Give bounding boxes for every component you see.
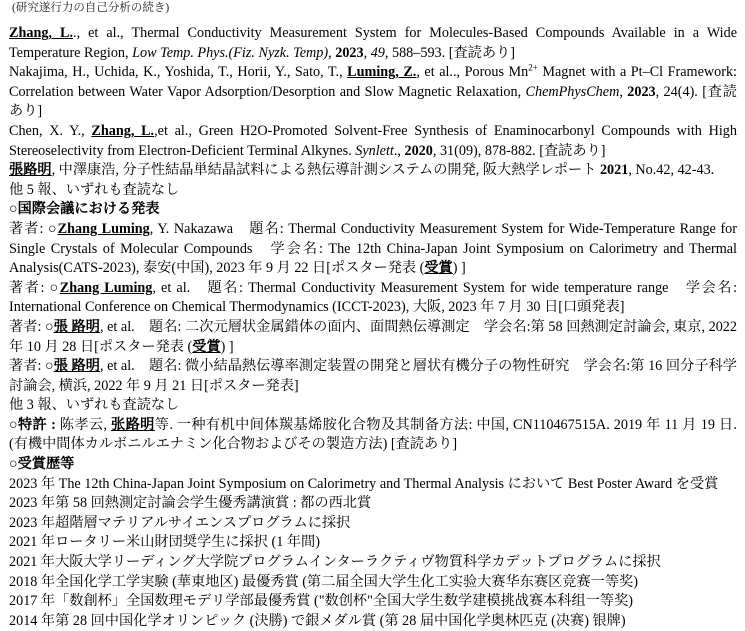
paper-year: 2023 [627, 83, 656, 100]
section-heading-conferences: ○国際会議における発表 [9, 201, 160, 218]
conf-author: Zhang Luming [57, 220, 150, 237]
papers-other-note: 他 5 報、いずれも査読なし [9, 181, 180, 198]
award-item: 2023 年超階層マテリアルサイエンスプログラムに採択 [9, 514, 351, 531]
patent-entry: ○特許 : 陈孝云, 张路明等. 一种有机中间体羰基烯胺化合物及其制备方法: 中国, CN110467515A. 2019 年 11 月 19 日. (有機中間体カルボニルエナミン化合物およびその製造方法) [査読あり] [9, 416, 737, 453]
award-mark: 受賞 [424, 260, 453, 277]
section-heading-patent: ○特許 : [9, 416, 60, 433]
award-item: 2023 年第 58 回熱測定討論会学生優秀講演賞 : 都の西北賞 [9, 495, 372, 512]
conf-author: Zhang Luming [59, 279, 153, 296]
content [9, 24, 737, 631]
award-item: 2021 年大阪大学リーディング大学院プログラムインターラクティヴ物質科学カデットプログラムに採択 [9, 554, 661, 571]
paper-entry-1: Zhang, L.., et al., Thermal Conductivity Measurement System for Molecules-Based Compounds Available in a Wide Temperature Region, Low Temp. Phys.(Fiz. Nyzk. Temp), 2023, 49, 588–593. [査読あり] [9, 25, 737, 61]
award-item: 2014 年第 28 回中国化学オリンピック (決勝) で銀メダル賞 (第 28 届中国化学奥林匹克 (决赛) 银牌) [9, 612, 626, 629]
journal-name: Synlett [355, 142, 394, 159]
paper-author: Zhang, L. [91, 122, 155, 139]
header-note: (研究遂行力の自己分析の続き) [12, 2, 170, 14]
paper-volume: 49 [370, 44, 385, 61]
journal-name: ChemPhysChem [525, 83, 620, 100]
paper-entry-3: Chen, X. Y., Zhang, L.,et al., Green H2O-Promoted Solvent-Free Synthesis of Enaminocarbonyl Compounds with High Stereoselectivity from Electron-Deficient Terminal Alkynes. Synlett., 2020, 31(09), 878-882. [査読あり] [9, 122, 737, 159]
conf-entry-3: 著者: ○張 路明, et al. 題名: 二次元層状金属錯体の面内、面間熱伝導測定 学会名:第 58 回熱測定討論会, 東京, 2022 年 10 月 28 日[ポスター発表 (受賞) ] [9, 318, 737, 355]
award-item: 2021 年ロータリー米山財団奨学生に採択 (1 年間) [9, 534, 320, 551]
paper-author: Zhang, L. [9, 25, 74, 41]
paper-entry-4: 張路明, 中澤康浩, 分子性結晶単結晶試料による熱伝導計測システムの開発, 阪大熱学レポート 2021, No.42, 42-43. [9, 162, 715, 179]
paper-year: 2020 [404, 142, 433, 159]
award-item: 2017 年「数創杯」全国数理モデリ学部最優秀賞 ("数创杯"全国大学生数学建模挑战赛本科组一等奖) [9, 593, 634, 610]
patent-author: 张路明 [111, 416, 155, 433]
conf-entry-1: 著者: ○Zhang Luming, Y. Nakazawa 題名: Thermal Conductivity Measurement System for Wide-Temperature Range for Single Crystals of Molecular Compounds 学会名: The 12th China-Japan Joint Symposium on Calorimetry and Thermal Analysis(CATS-2023), 泰安(中国), 2023 年 9 月 22 日[ポスター発表 (受賞) ] [9, 220, 737, 277]
award-item: 2018 年全国化学工学実験 (華東地区) 最優秀賞 (第二届全国大学生化工实验大赛华东赛区竞赛一等奖) [9, 573, 638, 590]
journal-name: Low Temp. Phys.(Fiz. Nyzk. Temp) [132, 44, 329, 61]
section-heading-awards: ○受賞歴等 [9, 456, 75, 473]
paper-entry-2: Nakajima, H., Uchida, K., Yoshida, T., Horii, Y., Sato, T., Luming, Z., et al.., Porous $Mn^{2+}$ Magnet with a Pt–Cl Framework: Correlation between Water Vapor Adsorption/Desorption and Slow Magnetic Relaxation, ChemPhysChem, 2023, 24(4). [査読あり] [9, 62, 737, 120]
paper-year: 2023 [335, 44, 364, 61]
paper-year: 2021 [599, 162, 629, 179]
award-item: 2023 年 The 12th China-Japan Joint Symposium on Calorimetry and Thermal Analysis において Best Poster Award を受賞 [9, 475, 719, 492]
paper-author: Luming, Z. [347, 64, 417, 81]
conf-other-note: 他 3 報、いずれも査読なし [9, 397, 180, 414]
award-mark: 受賞 [192, 338, 221, 355]
conf-entry-4: 著者: ○張 路明, et al. 題名: 微小結晶熱伝導率測定装置の開発と層状有機分子の物性研究 学会名:第 16 回分子科学討論会, 横浜, 2022 年 9 月 21 日[ポスター発表] [9, 358, 737, 394]
conf-entry-2: 著者: ○Zhang Luming, et al. 題名: Thermal Conductivity Measurement System for wide temperature range 学会名: International Conference on Chemical Thermodynamics (ICCT-2023), 大阪, 2023 年 7 月 30 日[口頭発表] [9, 279, 738, 316]
conf-author: 張 路明 [53, 318, 100, 335]
conf-author: 張 路明 [53, 358, 100, 375]
paper-author: 張路明 [9, 162, 52, 179]
